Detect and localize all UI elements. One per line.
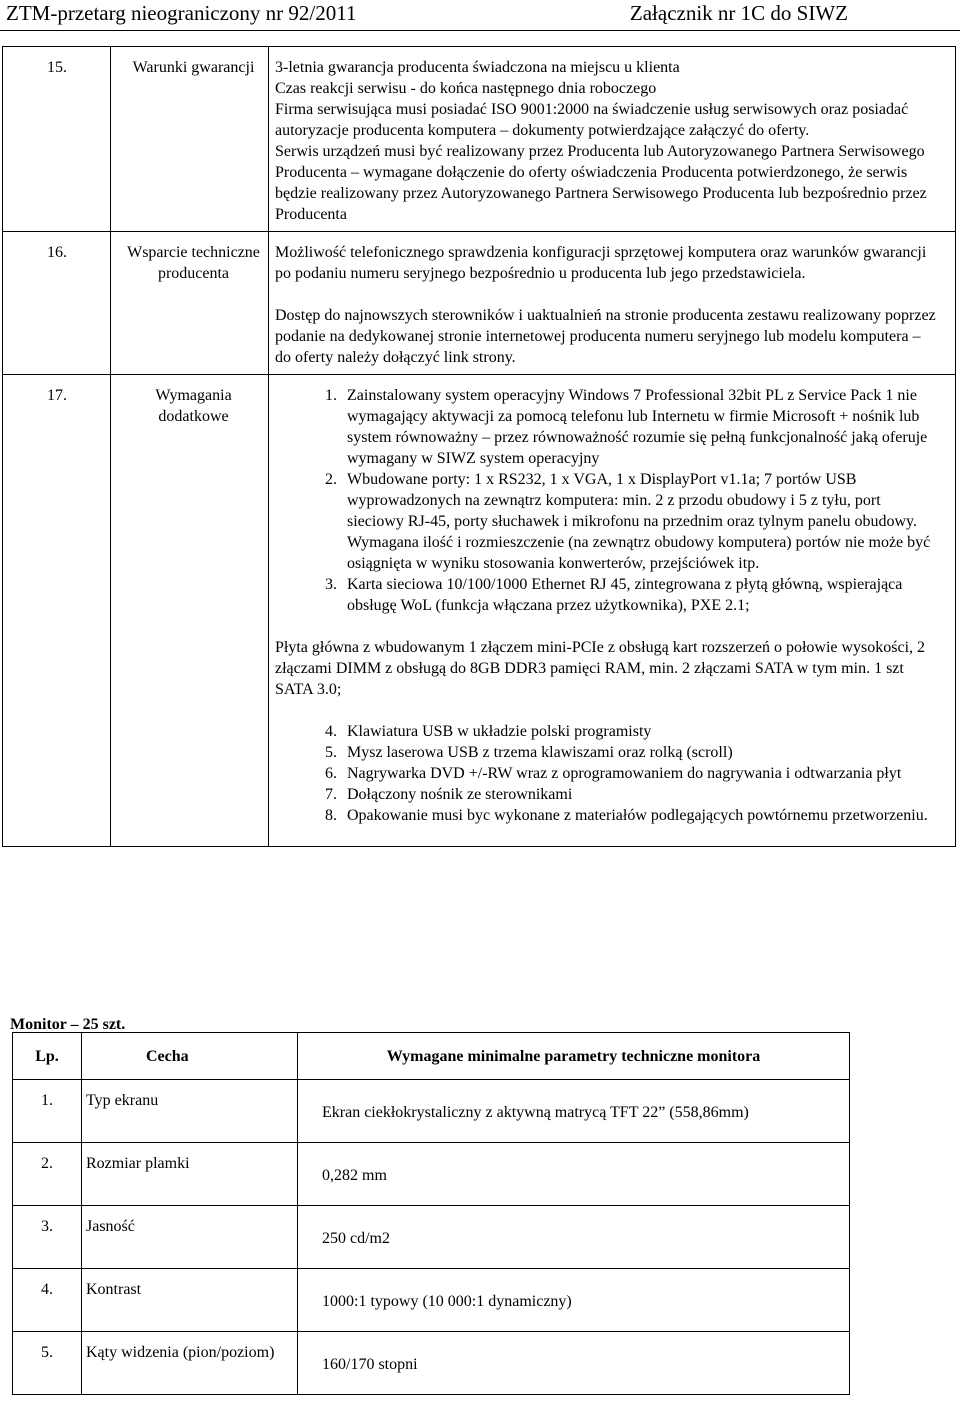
row-content [269, 47, 956, 232]
paragraph: Płyta główna z wbudowanym 1 złączem mini-PCIe z obsługą kart rozszerzeń o połowie wysokości, 2 złączami DIMM z obsługą do 8GB DDR3 pamięci RAM, min. 2 złączami SATA w tym min. 1 szt SATA 3.0; [275, 639, 926, 698]
paragraph: Czas reakcji serwisu - do końca następnego dnia roboczego [275, 80, 657, 97]
cell-lp: 4. [13, 1269, 82, 1332]
table-row [13, 1143, 850, 1206]
paragraph: 3-letnia gwarancja producenta świadczona na miejscu u klienta [275, 59, 680, 76]
cell-lp: 5. [13, 1332, 82, 1395]
row-number: 17. [3, 375, 111, 847]
table-row [3, 232, 956, 375]
table-row [3, 375, 956, 847]
cell-value: 0,282 mm [298, 1143, 850, 1206]
list-item: 1. Zainstalowany system operacyjny Windows 7 Professional 32bit PL z Service Pack 1 nie wymagający aktywacji za pomocą telefonu lub Internetu w firmie Microsoft + nośnik lub system równoważny – przez równoważność rozumie się pełną funkcjonalność jaką oferuje wymagany w SIWZ system operacyjny [341, 385, 939, 469]
list-item: 4. Klawiatura USB w układzie polski programisty [341, 721, 939, 742]
row-name: Warunki gwarancji [111, 47, 269, 232]
cell-lp: 3. [13, 1206, 82, 1269]
list-item: 8. Opakowanie musi byc wykonane z materiałów podlegających powtórnemu przetworzeniu. [341, 805, 939, 826]
requirements-table [2, 46, 956, 847]
row-content [269, 232, 956, 375]
cell-value: 160/170 stopni [298, 1332, 850, 1395]
cell-cecha: Rozmiar plamki [82, 1143, 298, 1206]
paragraph: Dostęp do najnowszych sterowników i uaktualnień na stronie producenta zestawu realizowany poprzez podanie na dedykowanej stronie internetowej producenta numeru seryjnego lub modelu komputera – do oferty należy dołączyć link strony. [275, 307, 936, 366]
table-header-row [13, 1033, 850, 1080]
list-item: 5. Mysz laserowa USB z trzema klawiszami oraz rolką (scroll) [341, 742, 939, 763]
table-row [13, 1080, 850, 1143]
list-item: 2. Wbudowane porty: 1 x RS232, 1 x VGA, 1 x DisplayPort v1.1a; 7 portów USB wyprowadzonych na zewnątrz komputera: min. 2 z przodu obudowy i 5 z tyłu, port sieciowy RJ-45, porty słuchawek i mikrofonu na przednim oraz tylnym panelu obudowy. Wymagana ilość i rozmieszczenie (na zewnątrz obudowy komputera) portów nie może być osiągnięta w wyniku stosowania konwerterów, przejściówek itp. [341, 469, 939, 574]
row-name: Wymagania dodatkowe [111, 375, 269, 847]
row-number: 16. [3, 232, 111, 375]
cell-cecha: Typ ekranu [82, 1080, 298, 1143]
column-header-parametry: Wymagane minimalne parametry techniczne monitora [298, 1033, 850, 1080]
list-item: 7. Dołączony nośnik ze sterownikami [341, 784, 939, 805]
table-row [13, 1206, 850, 1269]
cell-value: 250 cd/m2 [298, 1206, 850, 1269]
requirements-list [275, 721, 939, 826]
row-content [269, 375, 956, 847]
cell-cecha: Kontrast [82, 1269, 298, 1332]
cell-value: 1000:1 typowy (10 000:1 dynamiczny) [298, 1269, 850, 1332]
cell-lp: 1. [13, 1080, 82, 1143]
cell-cecha: Jasność [82, 1206, 298, 1269]
table-row [13, 1332, 850, 1395]
page-header [0, 0, 960, 32]
cell-lp: 2. [13, 1143, 82, 1206]
header-right-title: Załącznik nr 1C do SIWZ [629, 1, 848, 25]
row-name: Wsparcie techniczne producenta [111, 232, 269, 375]
column-header-cecha: Cecha [82, 1033, 298, 1080]
column-header-lp: Lp. [13, 1033, 82, 1080]
paragraph: Firma serwisująca musi posiadać ISO 9001:2000 na świadczenie usług serwisowych oraz posiadać autoryzacje producenta komputera – dokumenty potwierdzające załączyć do oferty. [275, 101, 909, 139]
cell-value: Ekran ciekłokrystaliczny z aktywną matrycą TFT 22” (558,86mm) [298, 1080, 850, 1143]
table-row [13, 1269, 850, 1332]
monitor-table [12, 1032, 850, 1395]
table-row [3, 47, 956, 232]
header-divider [0, 30, 960, 31]
paragraph: Możliwość telefonicznego sprawdzenia konfiguracji sprzętowej komputera oraz warunków gwarancji po podaniu numeru seryjnego bezpośrednio u producenta lub jego przedstawiciela. [275, 244, 927, 282]
cell-cecha: Kąty widzenia (pion/poziom) [82, 1332, 298, 1395]
paragraph: Serwis urządzeń musi być realizowany przez Producenta lub Autoryzowanego Partnera Serwisowego Producenta – wymagane dołączenie do oferty oświadczenia Producenta potwierdzonego, że serwis będzie realizowany przez Autoryzowanego Partnera Serwisowego Producenta lub bezpośrednio przez Producenta [275, 143, 927, 223]
list-item: 6. Nagrywarka DVD +/-RW wraz z oprogramowaniem do nagrywania i odtwarzania płyt [341, 763, 939, 784]
list-item: 3. Karta sieciowa 10/100/1000 Ethernet RJ 45, zintegrowana z płytą główną, wspierająca obsługę WoL (funkcja włączana przez użytkownika), PXE 2.1; [341, 574, 939, 616]
header-left-title: ZTM-przetarg nieograniczony nr 92/2011 [6, 1, 357, 25]
requirements-list [275, 385, 939, 616]
row-number: 15. [3, 47, 111, 232]
monitor-section-title: Monitor – 25 szt. [10, 1016, 126, 1033]
